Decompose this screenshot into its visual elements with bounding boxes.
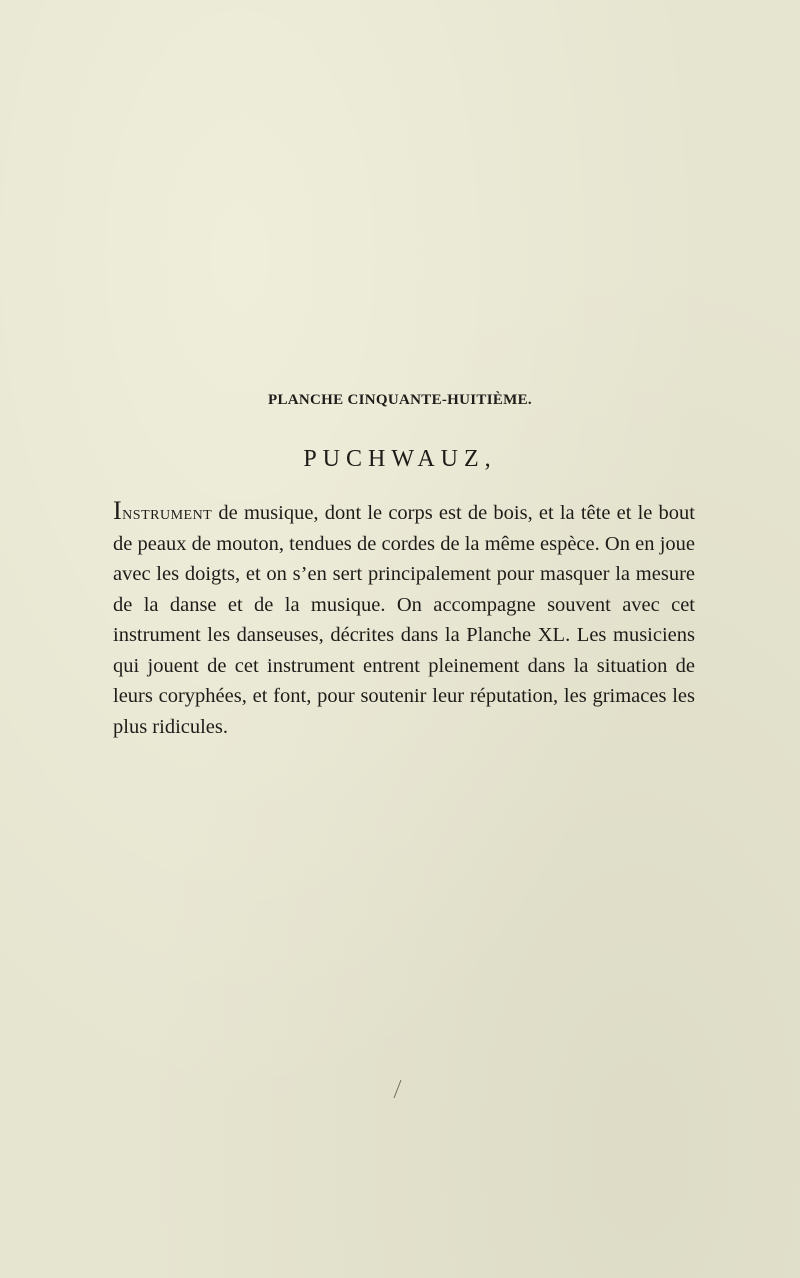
- lead-word-rest: nstrument: [122, 502, 213, 524]
- stray-pen-mark: [391, 1078, 403, 1100]
- lead-word: [113, 496, 213, 525]
- plate-heading: PLANCHE CINQUANTE-HUITIÈME.: [268, 392, 532, 408]
- body-paragraph: [113, 496, 695, 742]
- body-text: de musique, dont le corps est de bois, et la tête et le bout de peaux de mouton, tendues de cordes de la même espèce. On en joue avec les doigts, et on s’en sert principalement pour masquer la mesure de la danse et de la musique. On accompagne souvent avec cet instrument les danseuses, décrites dans la Planche XL. Les musiciens qui jouent de cet instrument entrent pleinement dans la situation de leurs coryphées, et font, pour soutenir leur réputation, les grimaces les plus ridicules.: [113, 502, 695, 738]
- lead-initial: I: [113, 496, 123, 525]
- entry-title: PUCHWAUZ,: [303, 446, 497, 472]
